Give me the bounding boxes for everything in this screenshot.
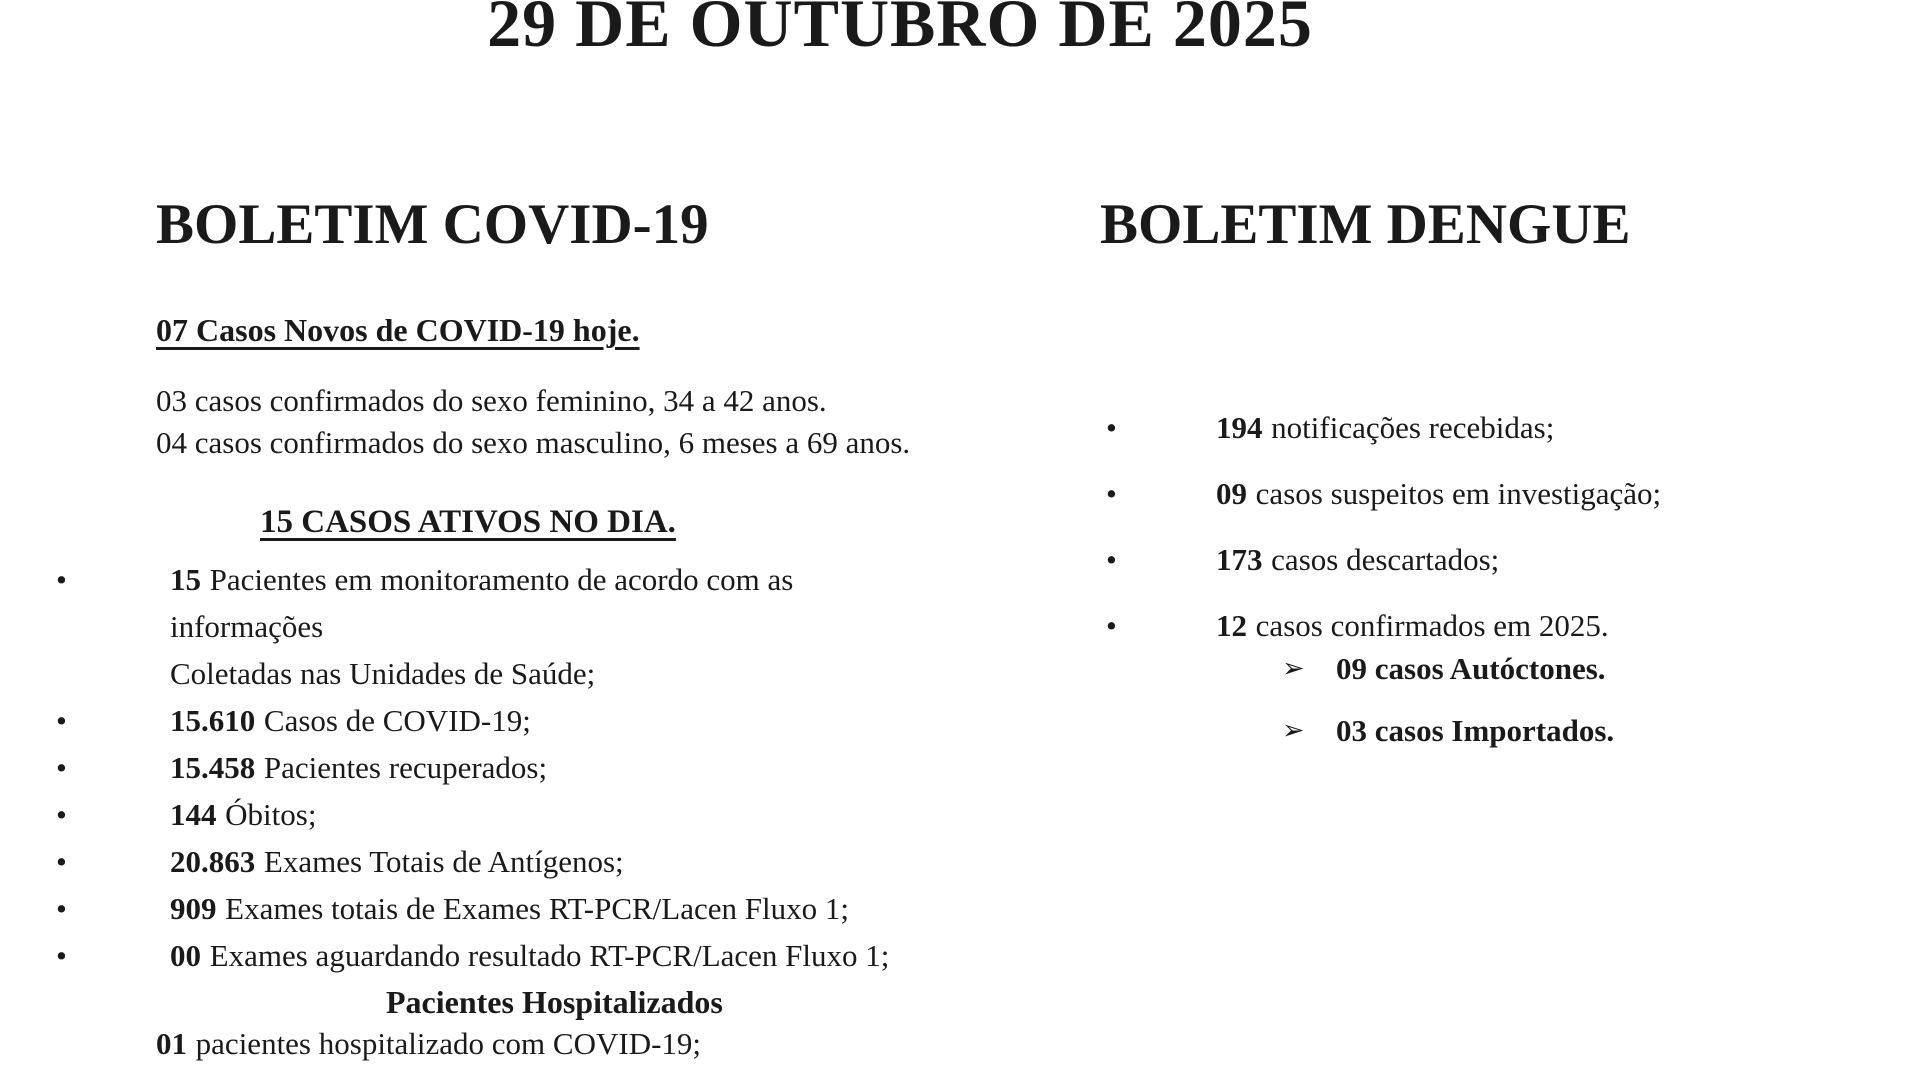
dengue-stats-list bbox=[1094, 408, 1661, 672]
stat-label: Exames aguardando resultado RT-PCR/Lacen Fluxo 1; bbox=[209, 938, 890, 973]
bullet-icon: • bbox=[1106, 410, 1117, 445]
stat-label: casos confirmados em 2025. bbox=[1255, 608, 1609, 643]
sub-stat-label: 03 casos Importados. bbox=[1336, 713, 1615, 748]
stat-value: 12 bbox=[1216, 608, 1247, 643]
covid-section-title: BOLETIM COVID-19 bbox=[156, 193, 709, 256]
hospitalized-heading: Pacientes Hospitalizados bbox=[386, 984, 723, 1020]
stat-value: 15.610 bbox=[170, 703, 256, 738]
stat-value: 15 bbox=[170, 562, 201, 597]
bullet-icon: • bbox=[1106, 608, 1117, 643]
stat-value: 173 bbox=[1216, 542, 1263, 577]
stat-label: Óbitos; bbox=[225, 797, 317, 832]
stat-value: 194 bbox=[1216, 410, 1263, 445]
hospitalized-line bbox=[156, 1026, 701, 1062]
stat-label: casos suspeitos em investigação; bbox=[1255, 476, 1662, 511]
list-item bbox=[1094, 540, 1661, 580]
stat-label: Pacientes em monitoramento de acordo com as informações bbox=[170, 562, 794, 644]
covid-confirmed-female: 03 casos confirmados do sexo feminino, 34 a 42 anos. bbox=[156, 383, 827, 418]
stat-value: 09 bbox=[1216, 476, 1247, 511]
bullet-icon: • bbox=[1106, 542, 1117, 577]
list-item bbox=[1094, 606, 1661, 646]
bullet-icon: • bbox=[56, 938, 67, 973]
stat-value: 00 bbox=[170, 938, 201, 973]
bullet-icon: • bbox=[56, 703, 67, 738]
bullet-icon: • bbox=[56, 750, 67, 785]
arrowhead-bullet-icon: ➢ bbox=[1282, 715, 1305, 746]
stat-label: Pacientes recuperados; bbox=[263, 750, 548, 785]
covid-active-cases-heading: 15 CASOS ATIVOS NO DIA. bbox=[260, 504, 676, 540]
stat-label: pacientes hospitalizado com COVID-19; bbox=[195, 1026, 702, 1061]
list-item bbox=[44, 932, 944, 979]
list-item bbox=[44, 697, 944, 744]
stat-value: 909 bbox=[170, 891, 217, 926]
list-item bbox=[44, 556, 944, 697]
list-item bbox=[44, 885, 944, 932]
stat-label: Exames totais de Exames RT-PCR/Lacen Fluxo 1; bbox=[225, 891, 849, 926]
list-item bbox=[44, 838, 944, 885]
stat-label: Exames Totais de Antígenos; bbox=[263, 844, 624, 879]
list-item bbox=[1282, 710, 1614, 751]
list-item bbox=[44, 744, 944, 791]
covid-confirmed-lines bbox=[156, 380, 910, 464]
covid-new-cases-heading: 07 Casos Novos de COVID-19 hoje. bbox=[156, 312, 640, 348]
stat-value: 20.863 bbox=[170, 844, 256, 879]
covid-stats-list bbox=[44, 556, 944, 979]
stat-label: casos descartados; bbox=[1271, 542, 1500, 577]
dengue-sub-list bbox=[1282, 648, 1614, 772]
stat-label-line2: Coletadas nas Unidades de Saúde; bbox=[170, 656, 596, 691]
list-item bbox=[1282, 648, 1614, 689]
bullet-icon: • bbox=[1106, 476, 1117, 511]
page-title: 29 DE OUTUBRO DE 2025 bbox=[487, 0, 1313, 61]
covid-confirmed-male: 04 casos confirmados do sexo masculino, 6 meses a 69 anos. bbox=[156, 425, 911, 460]
list-item bbox=[44, 791, 944, 838]
bullet-icon: • bbox=[56, 844, 67, 879]
bullet-icon: • bbox=[56, 891, 67, 926]
bullet-icon: • bbox=[56, 797, 67, 832]
arrowhead-bullet-icon: ➢ bbox=[1282, 653, 1305, 684]
sub-stat-label: 09 casos Autóctones. bbox=[1336, 651, 1606, 686]
dengue-section-title: BOLETIM DENGUE bbox=[1100, 193, 1631, 256]
stat-value: 144 bbox=[170, 797, 217, 832]
stat-value: 15.458 bbox=[170, 750, 256, 785]
stat-label: Casos de COVID-19; bbox=[263, 703, 531, 738]
stat-label: notificações recebidas; bbox=[1271, 410, 1555, 445]
list-item bbox=[1094, 408, 1661, 448]
list-item bbox=[1094, 474, 1661, 514]
stat-value: 01 bbox=[156, 1026, 187, 1061]
bullet-icon: • bbox=[56, 562, 67, 597]
